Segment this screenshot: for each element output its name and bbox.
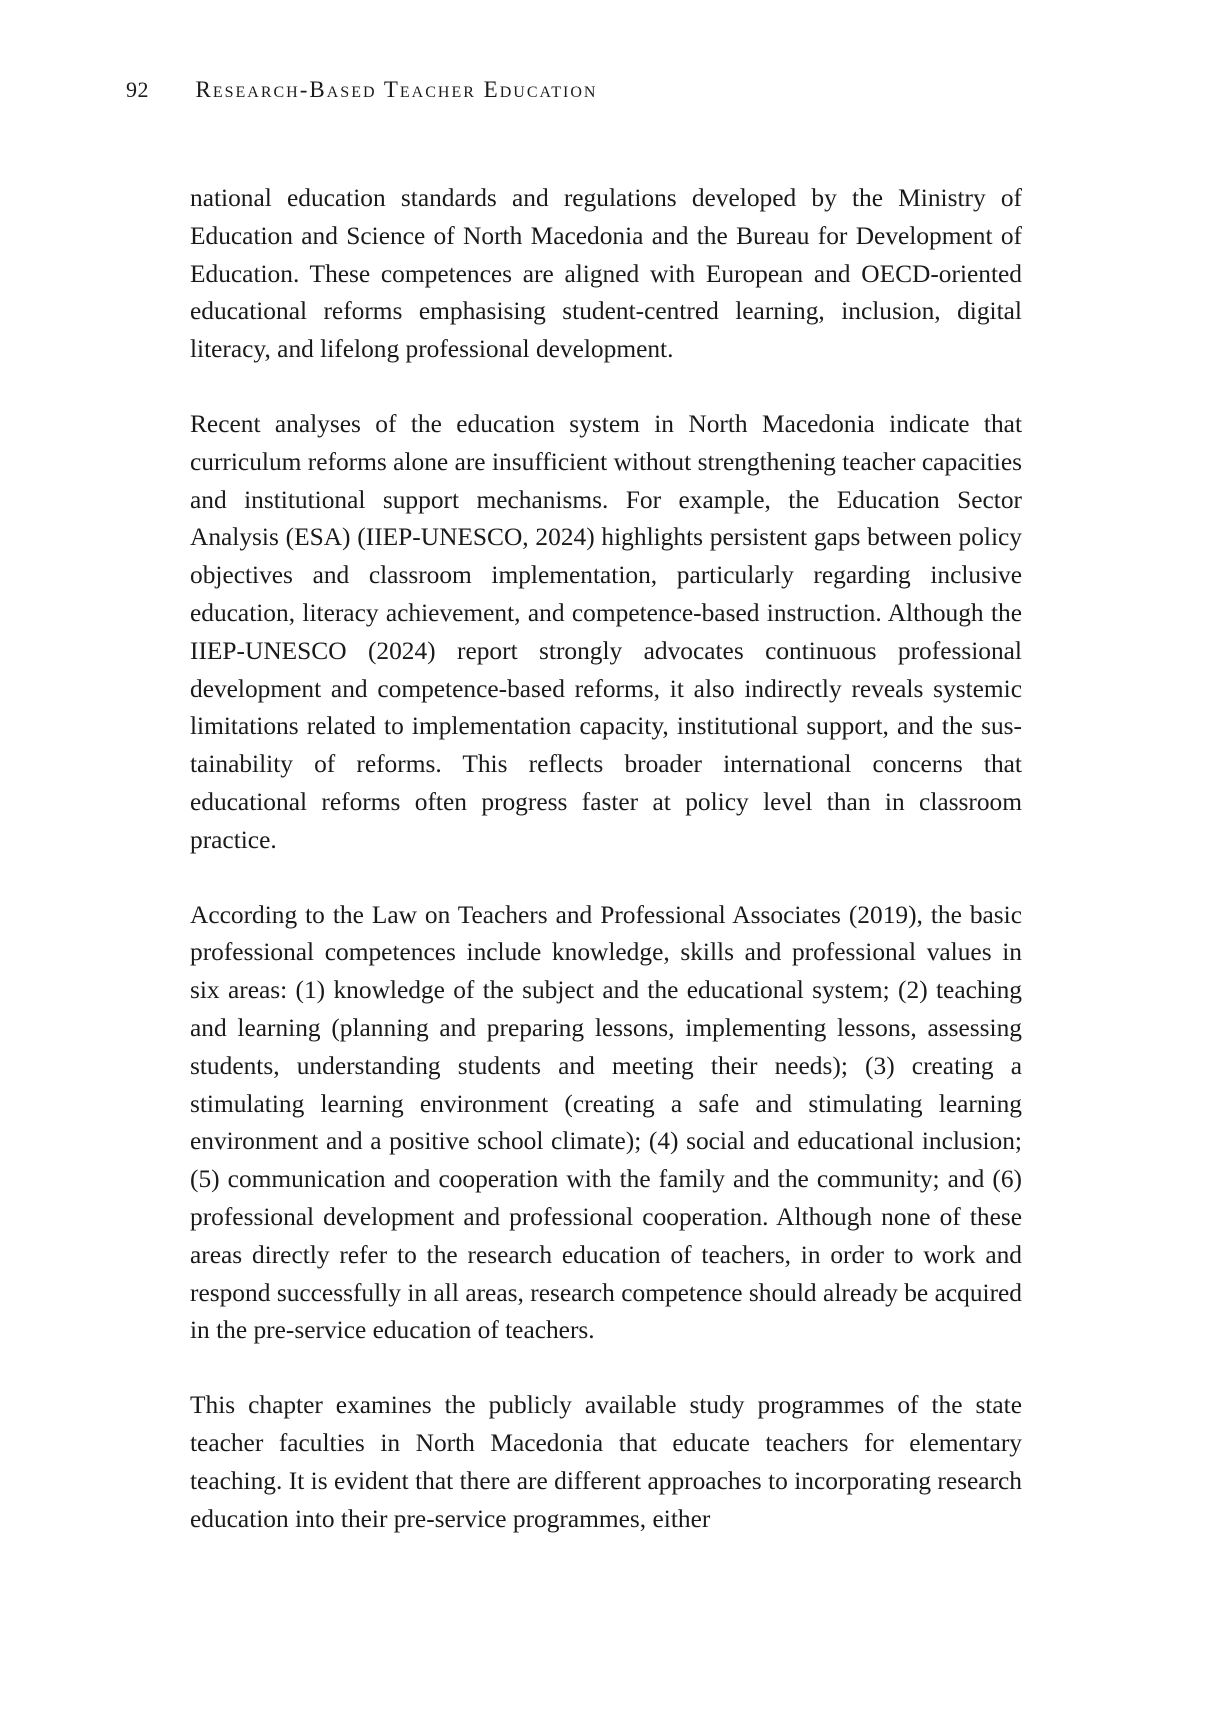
paragraph: national education standards and regulations developed by the Ministry of Education and Science of North Macedonia and the Bureau for Development of Education. These competences are aligned with European and OECD-oriented educational reforms emphasising student-centred learning, inclusion, digital literacy, and lifelong professional development.	[190, 184, 1022, 364]
page-number: 92	[126, 77, 149, 102]
paragraph: According to the Law on Teachers and Professional Associates (2019), the basic professional competences include knowledge, skills and professional values in six areas: (1) knowledge of the subject and the educational system; (2) teaching and learning (planning and preparing lessons, implementing lessons, assessing students, understanding students and meeting their needs); (3) creating a stimulating learning environment (creating a safe and stimulating learning environment and a positive school climate); (4) social and educational inclusion; (5) communication and cooperation with the family and the community; and (6) professional development and professional cooperation. Although none of these areas directly refer to the research education of teachers, in order to work and respond successfully in all areas, research competence should already be acquired in the pre-service education of teachers.	[190, 900, 1022, 1345]
running-title: Research-Based Teacher Education	[195, 77, 598, 102]
body-text	[190, 180, 1022, 1575]
paragraph: Recent analyses of the education system in North Macedonia indicate that curriculum reforms alone are insufficient without strengthening teacher capacities and institutional support mechanisms. For example, the Education Sector Analysis (ESA) (IIEP-UNESCO, 2024) highlights persistent gaps between policy objectives and classroom implementation, particularly regarding inclusive education, literacy achievement, and competence-based instruction. Although the IIEP-UNESCO (2024) report strongly advocates continuous professional development and competence-based reforms, it also indirectly reveals systemic limitations related to implementation capacity, institutional support, and the sustainability of reforms. This reflects broader international concerns that educational reforms often progress faster at policy level than in classroom practice.	[190, 409, 1022, 854]
paragraph: This chapter examines the publicly available study programmes of the state teacher faculties in North Macedonia that educate teachers for elementary teaching. It is evident that there are different approaches to incorporating research education into their pre-service programmes, either	[190, 1391, 1022, 1533]
running-head	[126, 72, 597, 108]
